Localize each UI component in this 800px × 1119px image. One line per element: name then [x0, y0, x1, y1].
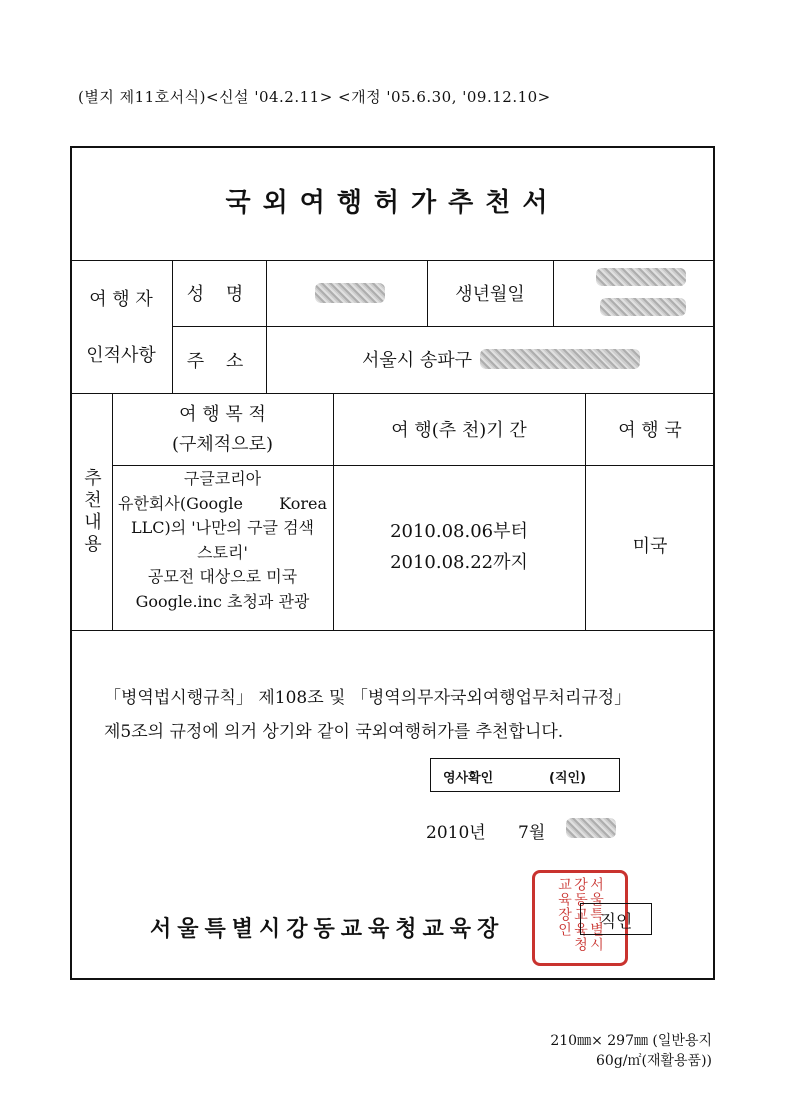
purpose-header: 여 행 목 적 — [179, 404, 266, 425]
address-label: 주 소 — [186, 350, 252, 372]
statement-line-1: 「병역법시행규칙」 제108조 및 「병역의무자국외여행업무처리규정」 — [104, 688, 632, 708]
purpose-line: LLC)의 '나만의 구글 검색 — [130, 518, 315, 537]
traveler-label-1: 여 행 자 — [89, 288, 153, 310]
stamp-text: 서울특별시강동교육청교육장인 — [556, 877, 604, 952]
rule-title — [70, 260, 715, 261]
purpose-line: 유한회사(Google Korea — [118, 493, 327, 513]
birth-label: 생년월일 — [455, 284, 525, 305]
date-year: 2010년 — [426, 823, 486, 843]
consul-seal: (직인) — [549, 771, 586, 786]
issuing-office: 서울특별시강동교육청교육장 — [150, 917, 505, 942]
purpose-line: 구글코리아 — [183, 469, 262, 488]
country-header: 여 행 국 — [618, 420, 682, 441]
period-from: 2010.08.06부터 — [390, 521, 528, 542]
period-header: 여 행(추 천)기 간 — [391, 420, 527, 441]
birth-redacted-1 — [596, 268, 686, 286]
rule-v-birth-right — [553, 260, 554, 326]
date-day-redacted — [566, 818, 616, 838]
issuer-seal-box: 직인 — [580, 903, 652, 935]
rule-rec-header — [112, 465, 715, 466]
name-redacted — [315, 283, 385, 303]
rule-v-label — [266, 260, 267, 393]
purpose-line: 스토리' — [197, 542, 248, 562]
birth-redacted-2 — [600, 298, 686, 316]
address-value: 서울시 송파구 — [362, 350, 473, 371]
purpose-line: Google.inc 초청과 관광 — [135, 591, 310, 611]
purpose-line: 공모전 대상으로 미국 — [147, 567, 298, 586]
address-redacted — [480, 349, 640, 369]
traveler-label-2: 인적사항 — [86, 344, 156, 366]
paper-spec-line-2: 60g/㎡(재활용품)) — [596, 1053, 712, 1069]
date-month: 7월 — [518, 823, 546, 843]
document-title: 국외여행허가추천서 — [225, 188, 560, 218]
consul-label: 영사확인 — [443, 771, 494, 786]
period-to: 2010.08.22까지 — [390, 552, 528, 573]
rule-rec-end — [70, 630, 715, 631]
form-number-header: (별지 제11호서식)<신설 '04.2.11> <개정 '05.6.30, '09.12.10> — [78, 88, 551, 106]
name-label: 성 명 — [186, 284, 252, 305]
consul-confirmation-box — [430, 758, 620, 792]
country-value: 미국 — [632, 536, 668, 557]
purpose-subheader: (구체적으로) — [172, 434, 273, 455]
recommendation-label: 추천내용 — [81, 467, 102, 556]
statement-line-2: 제5조의 규정에 의거 상기와 같이 국외여행허가를 추천합니다. — [104, 722, 564, 742]
purpose-text — [112, 467, 333, 614]
paper-spec-line-1: 210㎜× 297㎜ (일반용지 — [550, 1033, 712, 1049]
